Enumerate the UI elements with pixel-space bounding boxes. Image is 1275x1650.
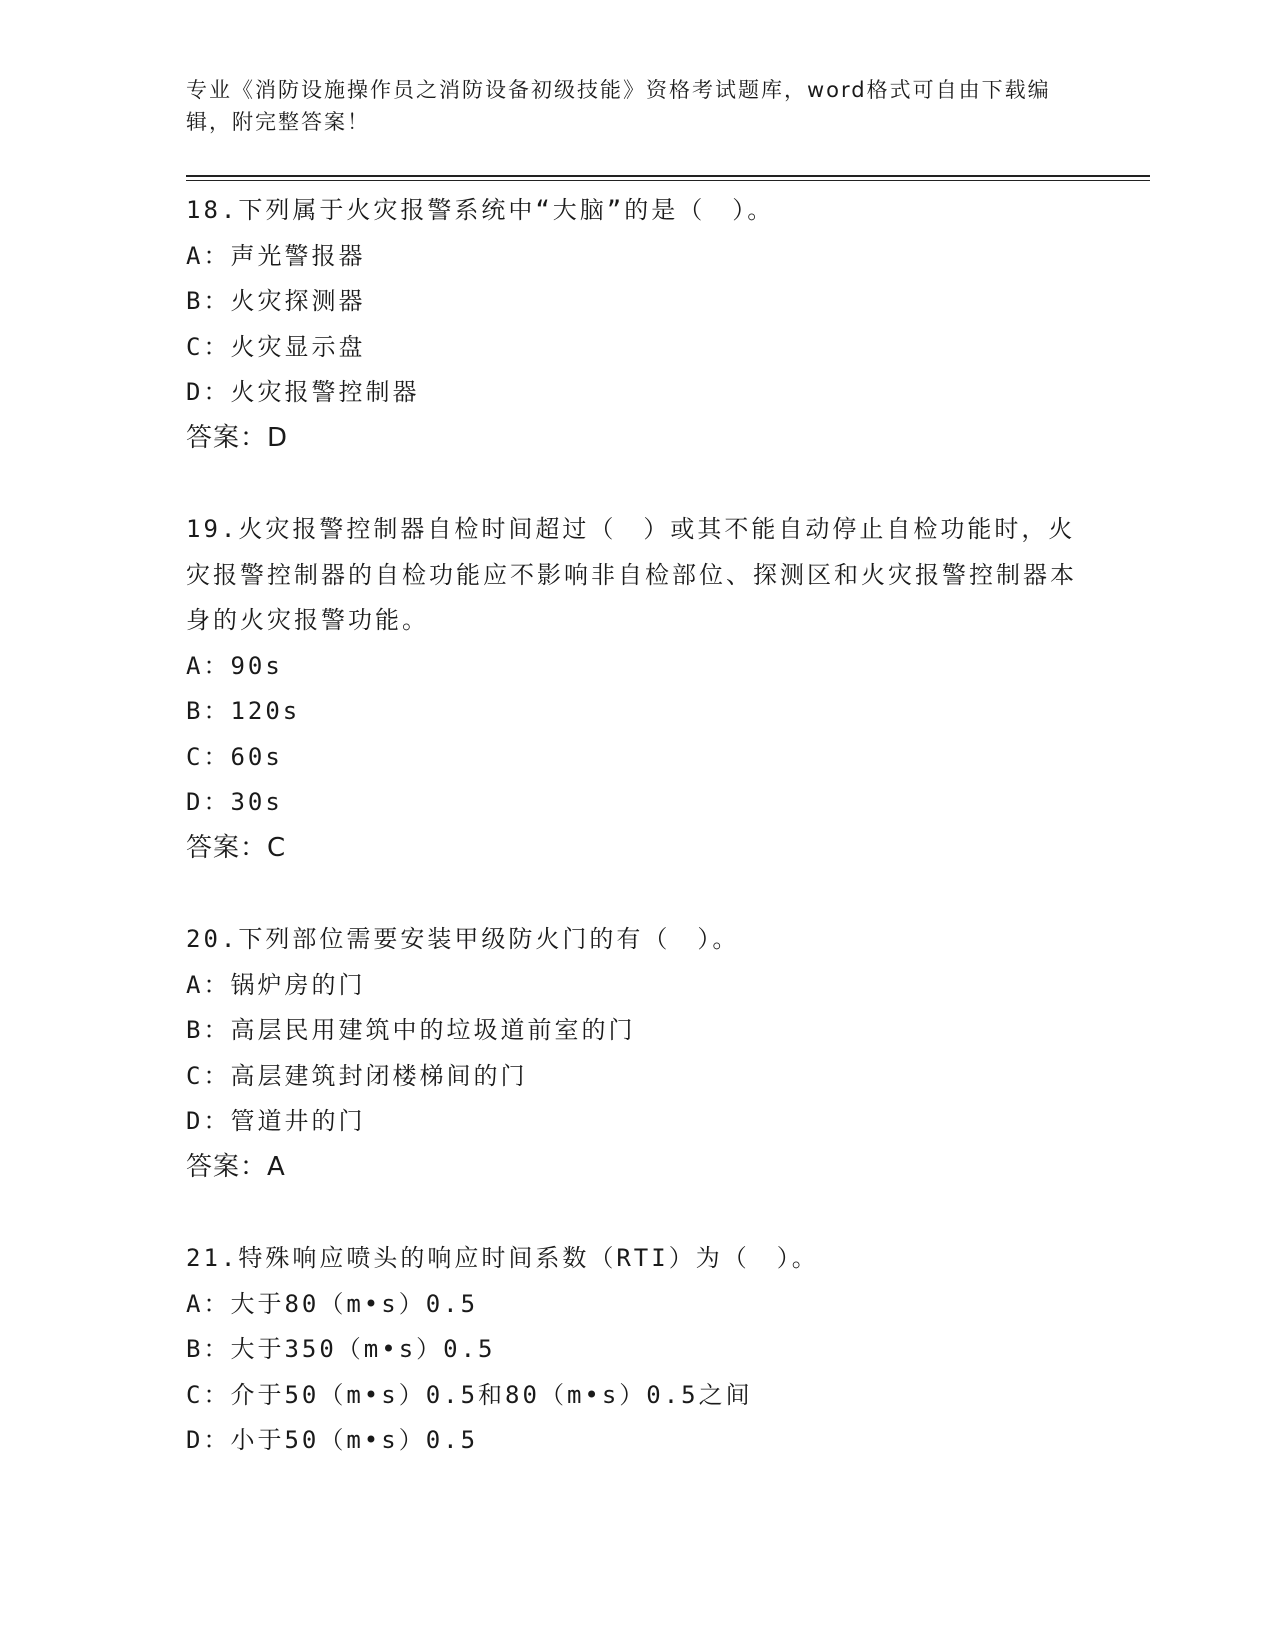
option-b: B：火灾探测器 — [186, 287, 366, 315]
option-a: A：大于80（m•s）0.5 — [186, 1289, 479, 1318]
question-stem: 21.特殊响应喷头的响应时间系数（RTI）为（ ）。 — [186, 1244, 819, 1272]
option-d: D：管道井的门 — [186, 1107, 366, 1135]
document-header: 专业《消防设施操作员之消防设备初级技能》资格考试题库，word格式可自由下载编辑，附完整答案！ — [186, 78, 1051, 134]
question-stem: 19.火灾报警控制器自检时间超过（ ）或其不能自动停止自检功能时，火灾报警控制器的自检功能应不影响非自检部位、探测区和火灾报警控制器本身的火灾报警功能。 — [186, 515, 1077, 634]
option-c: C：火灾显示盘 — [186, 332, 366, 361]
option-a: A：90s — [186, 651, 283, 680]
question-stem: 20.下列部位需要安装甲级防火门的有（ ）。 — [186, 925, 740, 953]
header-divider-thick — [186, 175, 1150, 177]
question-18 — [186, 188, 1086, 461]
option-d: D：火灾报警控制器 — [186, 378, 420, 406]
answer-line: 答案：D — [186, 422, 289, 453]
option-b: B：大于350（m•s）0.5 — [186, 1335, 496, 1363]
question-21 — [186, 1236, 1086, 1464]
question-list — [186, 188, 1086, 1510]
option-b: B：高层民用建筑中的垃圾道前室的门 — [186, 1016, 636, 1044]
option-b: B：120s — [186, 697, 301, 725]
option-c: C：高层建筑封闭楼梯间的门 — [186, 1061, 528, 1090]
question-19 — [186, 507, 1086, 871]
answer-line: 答案：C — [186, 832, 287, 863]
option-c: C：60s — [186, 742, 283, 771]
option-a: A：锅炉房的门 — [186, 970, 366, 999]
option-c: C：介于50（m•s）0.5和80（m•s）0.5之间 — [186, 1380, 753, 1409]
header-divider-thin — [186, 180, 1150, 181]
option-a: A：声光警报器 — [186, 241, 366, 270]
option-d: D：小于50（m•s）0.5 — [186, 1426, 479, 1454]
option-d: D：30s — [186, 788, 283, 816]
question-20 — [186, 917, 1086, 1190]
question-stem: 18.下列属于火灾报警系统中“大脑”的是（ ）。 — [186, 196, 775, 224]
answer-line: 答案：A — [186, 1151, 286, 1182]
